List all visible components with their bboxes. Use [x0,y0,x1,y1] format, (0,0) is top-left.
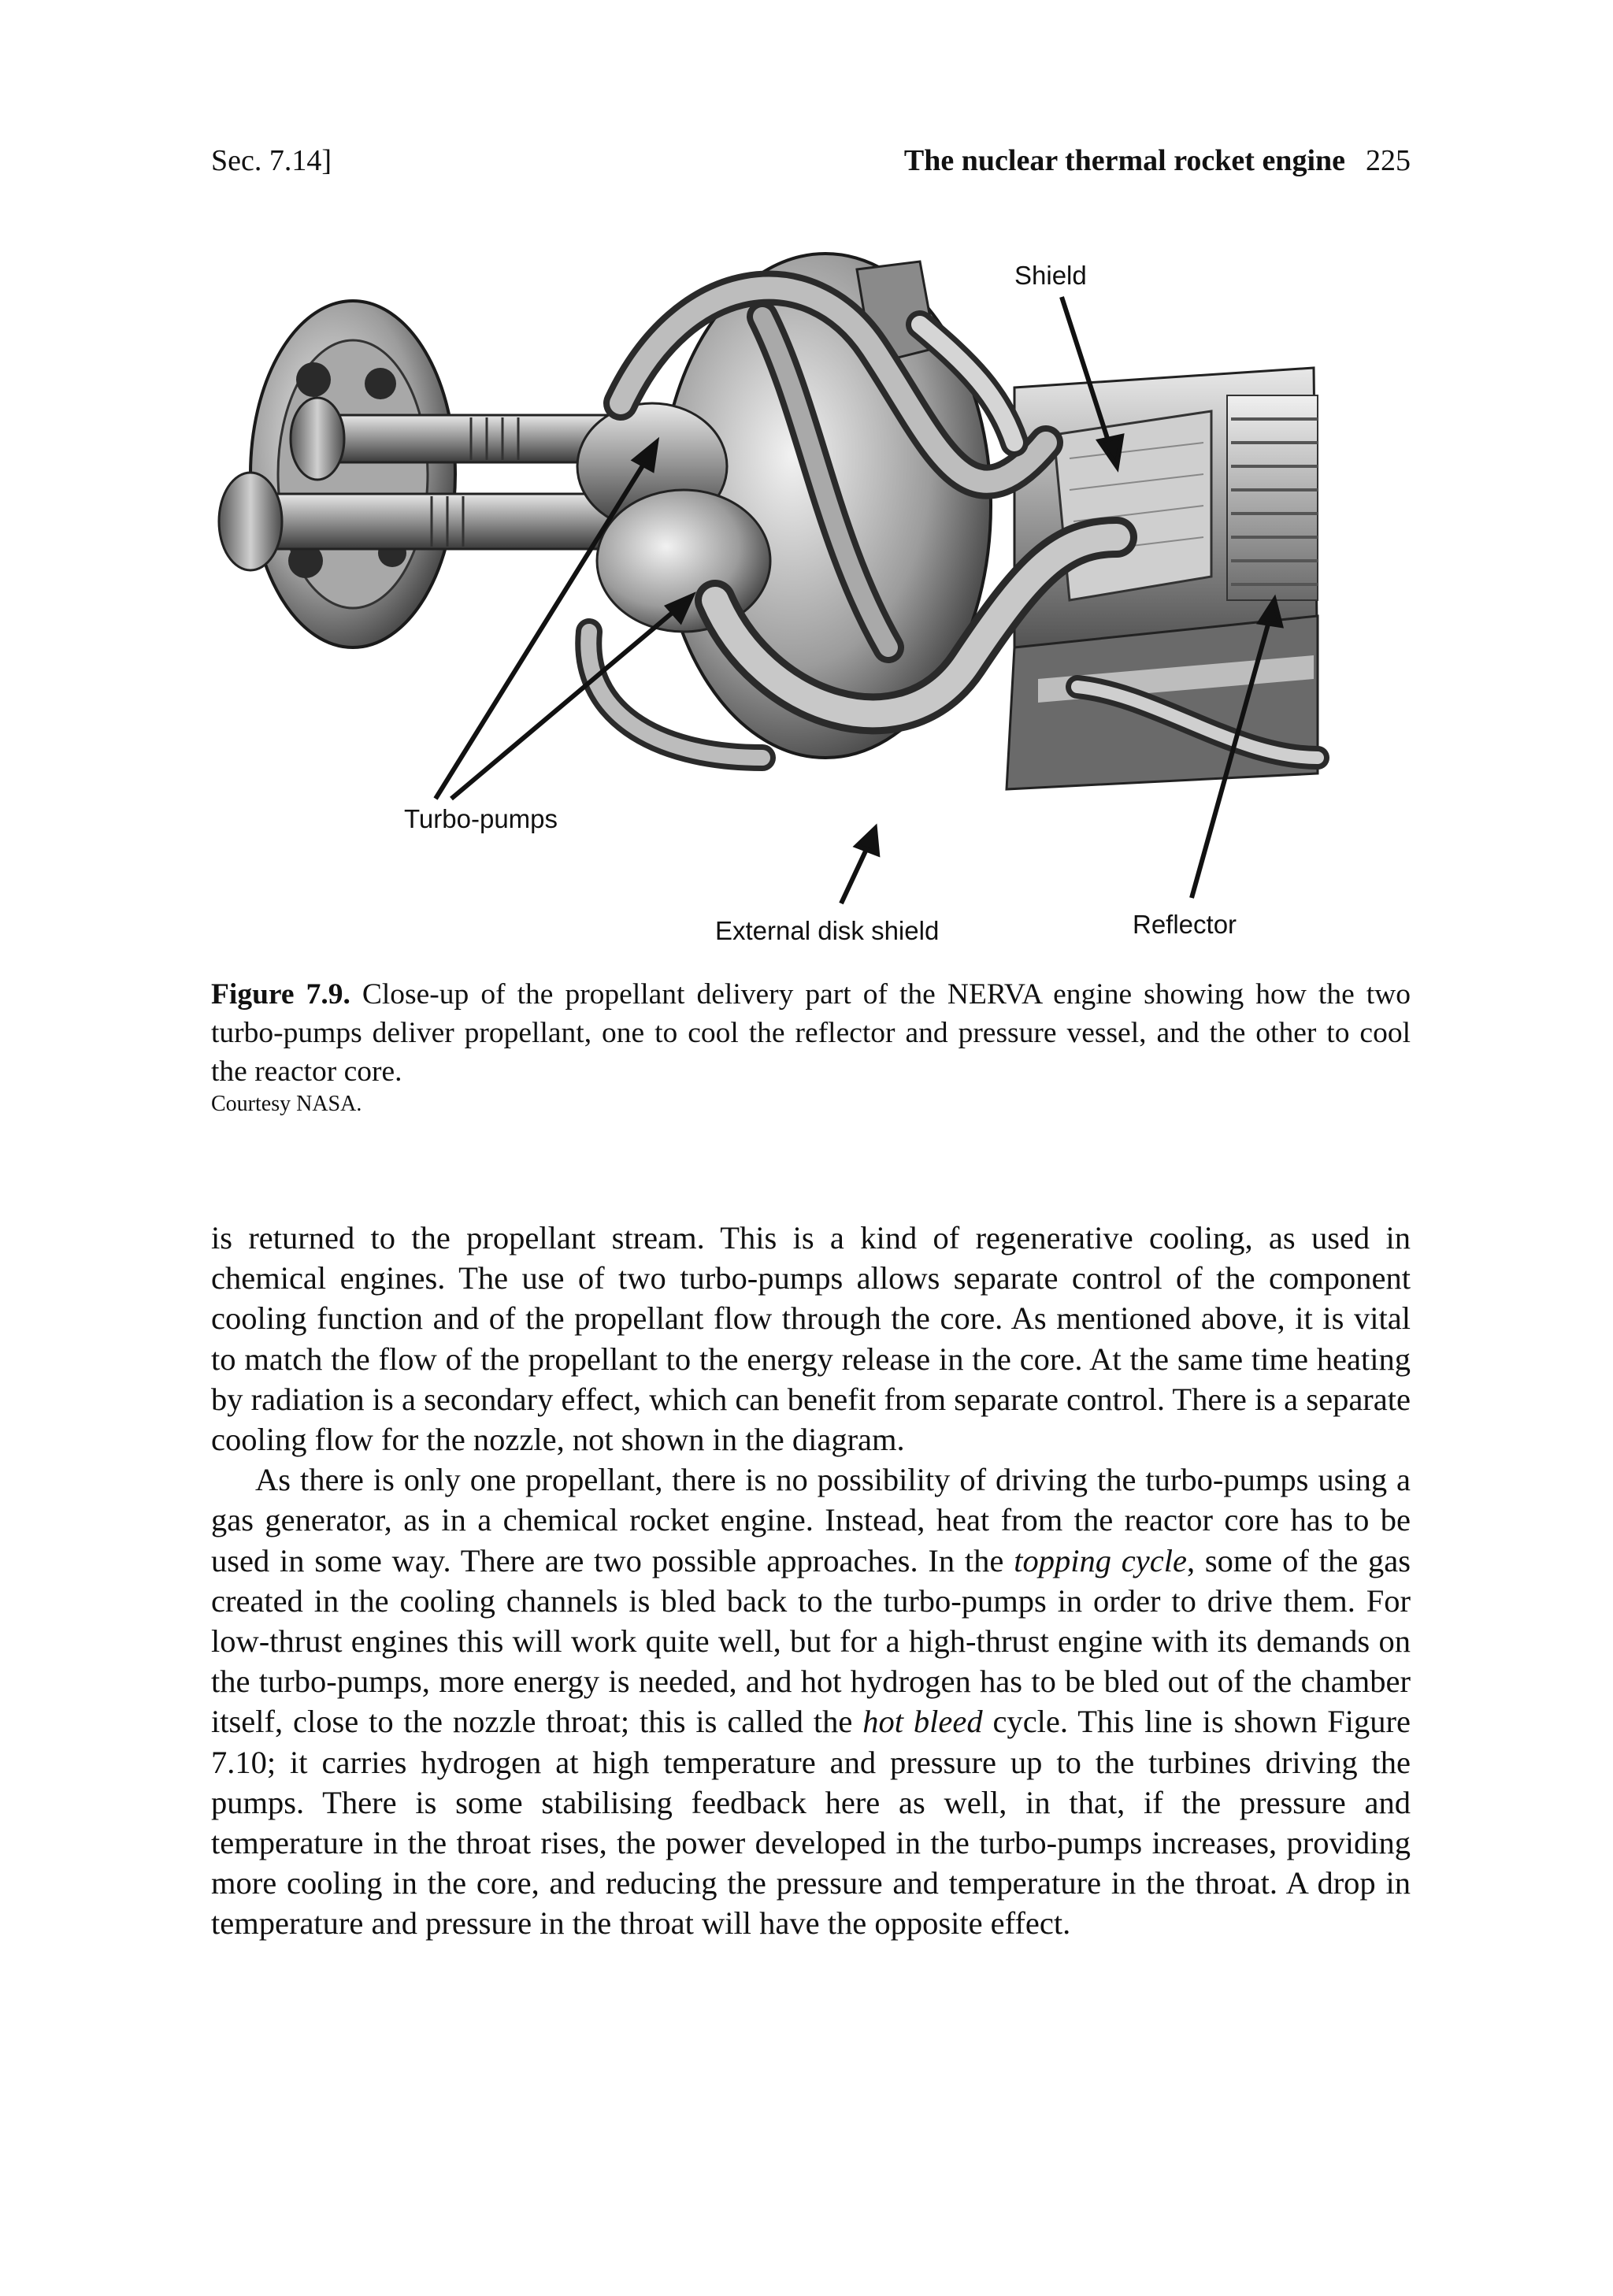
label-reflector: Reflector [1133,910,1237,939]
running-title: The nuclear thermal rocket engine [903,144,1345,177]
pump-flange [250,301,455,647]
running-head [211,139,1411,183]
running-title-group [904,139,1411,183]
body-text [211,1218,1411,1944]
label-shield: Shield [1014,261,1087,290]
page-number: 225 [1366,144,1411,177]
figure-number: Figure 7.9. [211,978,350,1011]
caption-text: Close-up of the propellant delivery part of the NERVA engine showing how the two turbo-pumps deliver propellant, one to cool the reflector and pressure vessel, and the other to cool the reactor core. [211,978,1411,1088]
engine-illustration [211,206,1411,963]
paragraph-1: is returned to the propellant stream. This is a kind of regenerative cooling, as used in chemical engines. The use of two turbo-pumps allows separate control of the component cooling function and of the propellant flow through the core. As mentioned above, it is vital to match the flow of the propellant to the energy release in the core. At the same time heating by radiation is a secondary effect, which can benefit from separate control. There is a separate cooling flow for the nozzle, not shown in the diagram. [211,1220,1411,1458]
paragraph-2 [211,1460,1411,1943]
paragraph-2-part-c: cycle. This line is shown Figure 7.10; it carries hydrogen at high temperature and pressure up to the turbines driving the pumps. There is some stabilising feedback here as well, in that, if the pressure and temperature in the throat rises, the power developed in the turbo-pumps increases, providing more cooling in the core, and reducing the pressure and temperature in the throat. A drop in temperature and pressure in the throat will have the opposite effect. [211,1704,1411,1942]
paragraph-2-part-b: , some of the gas created in the cooling channels is bled back to the turbo-pumps in order to drive them. For low-thrust engines this will work quite well, but for a high-thrust engine with its demands on the turbo-pumps, more energy is needed, and hot hydrogen has to be bled out of the chamber itself, close to the nozzle throat; this is called the [211,1542,1411,1740]
label-turbo-pumps: Turbo-pumps [404,804,558,833]
section-number: Sec. 7.14] [211,144,332,177]
term-topping-cycle: topping cycle [1014,1542,1187,1578]
label-external-disk-shield: External disk shield [715,916,940,945]
paragraph-2-part-a: As there is only one propellant, there is no possibility of driving the turbo-pumps using a gas generator, as in a chemical rocket engine. Instead, heat from the reactor core has to be used in some way. There are two possible approaches. In the [211,1462,1411,1578]
term-hot-bleed: hot bleed [862,1704,983,1740]
figure-nerva-engine [211,206,1411,963]
figure-credit: Courtesy NASA. [211,1092,362,1116]
figure-caption [211,975,1411,1091]
